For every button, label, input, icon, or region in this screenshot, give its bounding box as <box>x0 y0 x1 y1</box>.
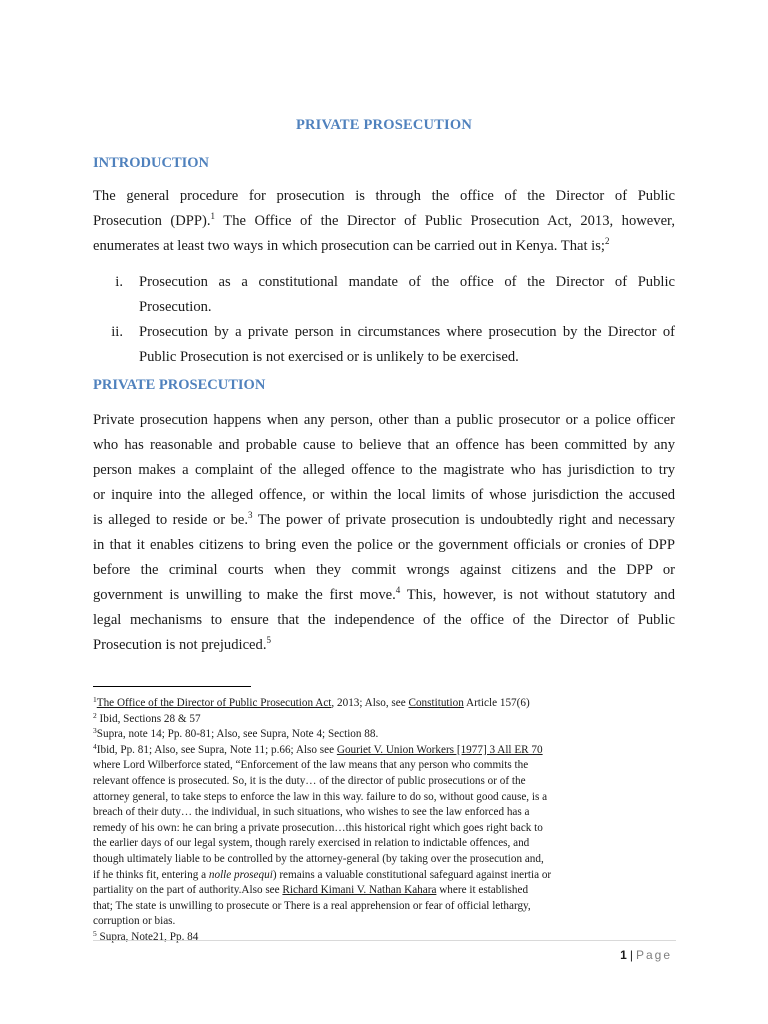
document-page: PRIVATE PROSECUTION INTRODUCTION The general procedure for prosecution is through the office of the Director of Public Prosecution (DPP).$^1$ The Office of the Director of Public Prosecution Act, 2013, however, enumerates at least two ways in which prosecution can be carried out in Kenya. That is;$^2$ i. Prosecution as a constitutional mandate of the office of the Director of Public Prosecution. ii. Prosecution by a private person in circumstances where prosecution by the Director of Public Prosecution is not exercised or is unlikely to be exercised. PRIVATE PROSECUTION Private prosecution happens when any person, other than a public prosecutor or a police officer who has reasonable and probable cause to believe that an offence has been committed by any person makes a complaint of the alleged offence to the magistrate who has jurisdiction to try or inquire into the alleged offence, or within the local limits of whose jurisdiction the accused is alleged to reside or be.$^3$ The power of private prosecution is undoubtedly right and necessary in that it enables citizens to bring even the police or the government officials or cronies of DPP before the criminal courts when they commit wrongs against citizens and the DPP or government is unwilling to make the first move.$^4$ This, however, is not without statutory and legal mechanisms to ensure that the independence of the office of the Director of Public Prosecution is not prejudiced.$^5$ $^1$The Office of the Director of Public Prosecution Act, 2013; Also, see Constitution Article 157(6) $^2$ Ibid, Sections 28 & 57 $^3$Supra, note 14; Pp. 80-81; Also, see Supra, Note 4; Section 88. $^4$Ibid, Pp. 81; Also, see Supra, Note 11; p.66; Also see Gouriet V. Union Workers [1977] 3 All ER 70 where Lord Wilberforce stated, “Enforcement of the law means that any person who commits the relevant offence is prosecuted. So, it is the duty… of the director of public prosecutions or of the attorney general, to take steps to enforce the law in this way. failure to do so, without good cause, is a breach of their duty… the individual, in such situations, who wishes to see the law enforced has a remedy of his own: he can bring a private prosecution…this historical right which goes right back to the earlier days of our legal system, though rarely exercised in relation to indictable offences, and though ultimately liable to be controlled by the attorney-general (by taking over the prosecution and, if he thinks fit, entering a nolle prosequi) remains a valuable constitutional safeguard against inertia or partiality on the part of authority.Also see Richard Kimani V. Nathan Kahara where it established that; The state is unwilling to prosecute or There is a real apprehension or fear of official lethargy, corruption or bias. $^5$ Supra, Note21, Pp. 84 1 | Page <box>0 0 768 1024</box>
private-prosecution-heading: PRIVATE PROSECUTION <box>93 377 266 393</box>
page-title: PRIVATE PROSECUTION <box>295 117 473 133</box>
footnote-4: $^4$Ibid, Pp. 81; Also, see Supra, Note 11; p.66; Also see Gouriet V. Union Workers [1977] 3 All ER 70 <box>93 741 543 756</box>
footnotes: $^1$The Office of the Director of Public Prosecution Act, 2013; Also, see Constitution Article 157(6) $^2$ Ibid, Sections 28 & 57 $^3$Supra, note 14; Pp. 80-81; Also, see Supra, Note 4; Section 88. $^4$Ibid, Pp. 81; Also, see Supra, Note 11; p.66; Also see Gouriet V. Union Workers [1977] 3 All ER 70 where Lord Wilberforce stated, “Enforcement of the law means that any person who commits the relevant offence is prosecuted. So, it is the duty… of the director of public prosecutions or of the attorney general, to take steps to enforce the law in this way. failure to do so, without good cause, is a breach of their duty… the individual, in such situations, who wishes to see the law enforced has a remedy of his own: he can bring a private prosecution…this historical right which goes right back to the earlier days of our legal system, though rarely exercised in relation to indictable offences, and though ultimately liable to be controlled by the attorney-general (by taking over the prosecution and, if he thinks fit, entering a nolle prosequi) remains a valuable constitutional safeguard against inertia or partiality on the part of authority.Also see Richard Kimani V. Nathan Kahara where it established that; The state is unwilling to prosecute or There is a real apprehension or fear of official lethargy, corruption or bias. $^5$ Supra, Note21, Pp. 84 <box>93 696 678 946</box>
footnote-separator <box>93 686 251 687</box>
page-number: 1 <box>620 948 627 962</box>
footnote-5: $^5$ Supra, Note21, Pp. 84 <box>93 928 199 943</box>
list-item-number: ii. <box>111 324 123 340</box>
footnote-link[interactable]: The Office of the Director of Public Prosecution Act <box>96 697 332 709</box>
footnote-ref-1[interactable]: 1 <box>210 211 216 221</box>
introduction-heading: INTRODUCTION <box>93 155 210 171</box>
footnote-3: $^3$Supra, note 14; Pp. 80-81; Also, see Supra, Note 4; Section 88. <box>93 726 379 741</box>
page-number-footer: 1 | Page <box>620 948 672 962</box>
private-prosecution-paragraph: Private prosecution happens when any person, other than a public prosecutor or a police officer who has reasonable and probable cause to believe that an offence has been committed by any person makes a complaint of the alleged offence to the magistrate who has jurisdiction to try or inquire into the alleged offence, or within the local limits of whose jurisdiction the accused is alleged to reside or be.$^3$ The power of private prosecution is undoubtedly right and necessary in that it enables citizens to bring even the police or the government officials or cronies of DPP before the criminal courts when they commit wrongs against citizens and the DPP or government is unwilling to make the first move.$^4$ This, however, is not without statutory and legal mechanisms to ensure that the independence of the office of the Director of Public Prosecution is not prejudiced.$^5$ <box>93 412 675 653</box>
footnote-ref-3[interactable]: 3 <box>248 510 253 520</box>
list-item-number: i. <box>115 274 123 290</box>
footnote-ref-4[interactable]: 4 <box>395 585 401 595</box>
footnote-1: $^1$The Office of the Director of Public Prosecution Act, 2013; Also, see Constitution Article 157(6) <box>93 695 530 709</box>
footnote-link[interactable]: Constitution <box>408 697 464 709</box>
introduction-paragraph: The general procedure for prosecution is through the office of the Director of Public Prosecution (DPP).$^1$ The Office of the Director of Public Prosecution Act, 2013, however, enumerates at least two ways in which prosecution can be carried out in Kenya. That is;$^2$ <box>93 188 675 254</box>
footnote-ref-5[interactable]: 5 <box>266 635 271 645</box>
footer-separator <box>93 940 676 941</box>
footnote-ref-2[interactable]: 2 <box>604 236 610 246</box>
footnote-link[interactable]: Richard Kimani V. Nathan Kahara <box>282 884 437 897</box>
page-label: Page <box>635 948 672 962</box>
footnote-link[interactable]: Gouriet V. Union Workers [1977] 3 All ER 70 <box>336 743 543 756</box>
footnote-2: $^2$ Ibid, Sections 28 & 57 <box>93 710 201 725</box>
